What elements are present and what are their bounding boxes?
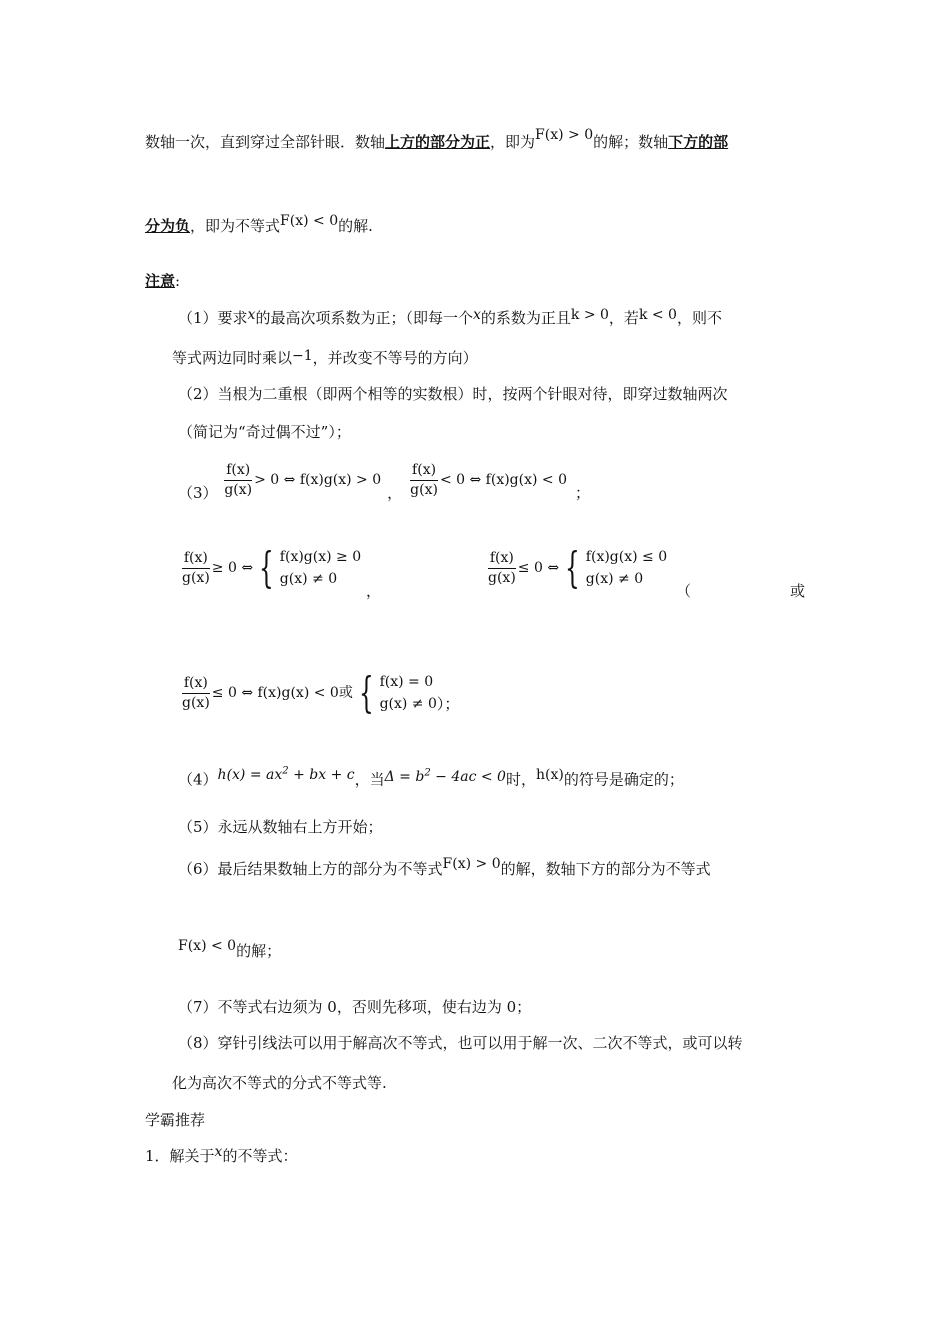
or-text: 或 bbox=[790, 582, 806, 600]
emphasis-negative-cont: 分为负 bbox=[145, 217, 191, 235]
system-line: g(x) ≠ 0 bbox=[379, 696, 437, 712]
note-3-row-1 bbox=[178, 458, 590, 501]
note-6-line-2 bbox=[178, 940, 281, 963]
text: （1）要求 bbox=[178, 309, 248, 327]
numerator: f(x) bbox=[410, 461, 438, 481]
note-5: （5）永远从数轴右上方开始； bbox=[178, 818, 383, 836]
note-3-row-3 bbox=[180, 670, 459, 715]
text: 的符号是确定的； bbox=[563, 770, 684, 789]
math-quadratic: $h(x) = ax^2$ + bx + c bbox=[217, 765, 355, 783]
text: 数轴一次，直到穿过全部针眼．数轴 bbox=[145, 133, 386, 151]
question-1 bbox=[145, 1145, 297, 1168]
system-line: f(x)g(x) ≤ 0 bbox=[585, 549, 668, 565]
math-Fx-lt-0: F(x) < 0 bbox=[280, 213, 339, 229]
text: 的系数为正且 bbox=[480, 309, 571, 327]
numerator: f(x) bbox=[224, 461, 252, 481]
note-6-line-1 bbox=[178, 858, 711, 881]
para-line-1 bbox=[145, 127, 807, 154]
text: ， bbox=[387, 484, 403, 502]
text: （6）最后结果数轴上方的部分为不等式 bbox=[178, 860, 443, 878]
system-line: f(x)g(x) ≥ 0 bbox=[279, 549, 362, 565]
emphasis-positive: 上方的部分为正 bbox=[385, 133, 491, 151]
system-brace: { f(x)g(x) ≤ 0 g(x) ≠ 0 bbox=[565, 543, 668, 592]
numerator: f(x) bbox=[182, 674, 210, 694]
fraction-f-over-g bbox=[410, 461, 438, 500]
note-8-line-1: （8）穿针引线法可以用于解高次不等式，也可以用于解一次、二次不等式，或可以转 bbox=[178, 1034, 743, 1052]
fraction-f-over-g bbox=[182, 674, 210, 713]
open-paren: （ bbox=[676, 582, 692, 600]
denominator: g(x) bbox=[182, 694, 210, 711]
text: 的解； bbox=[236, 942, 282, 960]
math-equiv-lt: < 0 ⇔ f(x)g(x) < 0 bbox=[439, 472, 567, 488]
math-equiv-le-or: ≤ 0 ⇔ f(x)g(x) < 0或 bbox=[211, 685, 353, 701]
system-line: g(x) ≠ 0 bbox=[585, 571, 644, 587]
para-line-2 bbox=[145, 215, 373, 238]
emphasis-negative: 下方的部 bbox=[668, 133, 729, 151]
note-1-line-1 bbox=[178, 307, 722, 330]
fraction-f-over-g bbox=[224, 461, 252, 500]
note-colon: : bbox=[175, 272, 181, 290]
note-2-line-2: （简记为“奇过偶不过”）； bbox=[178, 423, 351, 441]
system-line: g(x) ≠ 0 bbox=[279, 571, 338, 587]
math-k-lt-0: k < 0 bbox=[638, 307, 677, 323]
section-heading: 学霸推荐 bbox=[145, 1111, 206, 1129]
fraction-f-over-g bbox=[488, 549, 516, 588]
text: 的解. bbox=[338, 217, 373, 235]
text: 的解；数轴 bbox=[593, 133, 669, 151]
note-title: 注意 bbox=[145, 272, 176, 290]
note-4 bbox=[178, 766, 684, 792]
text: 的不等式： bbox=[222, 1147, 298, 1165]
math-x: x bbox=[472, 307, 481, 323]
text: 1．解关于 bbox=[145, 1147, 215, 1165]
text: ，即为 bbox=[490, 133, 536, 151]
text: 的解，数轴下方的部分为不等式 bbox=[500, 860, 711, 878]
numerator: f(x) bbox=[488, 549, 516, 569]
text: ，则不 bbox=[676, 309, 722, 327]
text: ，并改变不等号的方向） bbox=[312, 349, 478, 367]
text: 的最高次项系数为正；（即每一个 bbox=[255, 309, 473, 327]
text: ； bbox=[575, 484, 591, 502]
numerator: f(x) bbox=[182, 549, 210, 569]
system-brace: { f(x)g(x) ≥ 0 g(x) ≠ 0 bbox=[259, 543, 362, 592]
math-Fx-lt-0: F(x) < 0 bbox=[178, 938, 237, 954]
denominator: g(x) bbox=[410, 481, 438, 498]
text: 等式两边同时乘以 bbox=[172, 349, 293, 367]
system-brace: { f(x) = 0 g(x) ≠ 0 bbox=[358, 668, 437, 717]
fraction-f-over-g bbox=[182, 549, 210, 588]
math-equiv-gt: > 0 ⇔ f(x)g(x) > 0 bbox=[254, 472, 382, 488]
note-8-line-2: 化为高次不等式的分式不等式等. bbox=[172, 1074, 387, 1092]
system-line: f(x) = 0 bbox=[379, 674, 434, 690]
note-3-row-2-right bbox=[486, 545, 667, 590]
math-Fx-gt-0: F(x) > 0 bbox=[442, 856, 501, 872]
note-label: （4） bbox=[178, 770, 218, 789]
denominator: g(x) bbox=[224, 481, 253, 498]
math-neg-1: −1 bbox=[292, 348, 313, 364]
math-hx: h(x) bbox=[535, 766, 564, 783]
text: ，若 bbox=[608, 309, 639, 327]
note-7: （7）不等式右边须为 0，否则先移项，使右边为 0； bbox=[178, 998, 532, 1016]
note-3-row-2-left bbox=[180, 545, 361, 590]
math-k-gt-0: k > 0 bbox=[570, 307, 609, 323]
denominator: g(x) bbox=[488, 569, 516, 586]
text: 时， bbox=[505, 770, 536, 789]
math-equiv-le: ≤ 0 ⇔ bbox=[517, 560, 560, 576]
comma: ， bbox=[366, 582, 382, 600]
math-x: x bbox=[214, 1144, 223, 1160]
math-x: x bbox=[247, 307, 256, 323]
math-equiv-ge: ≥ 0 ⇔ bbox=[211, 560, 254, 576]
note-label: （3） bbox=[178, 484, 218, 502]
math-discriminant: $\Delta = b^2 - 4ac < 0$ bbox=[384, 767, 506, 785]
note-heading bbox=[145, 270, 180, 292]
text: ，当 bbox=[354, 770, 385, 789]
text: ，即为不等式 bbox=[190, 217, 281, 235]
denominator: g(x) bbox=[182, 569, 210, 586]
note-2-line-1: （2）当根为二重根（即两个相等的实数根）时，按两个针眼对待，即穿过数轴两次 bbox=[178, 385, 728, 403]
note-1-line-2 bbox=[172, 347, 478, 370]
math-Fx-gt-0: F(x) > 0 bbox=[535, 127, 594, 143]
text: ）； bbox=[436, 695, 460, 713]
